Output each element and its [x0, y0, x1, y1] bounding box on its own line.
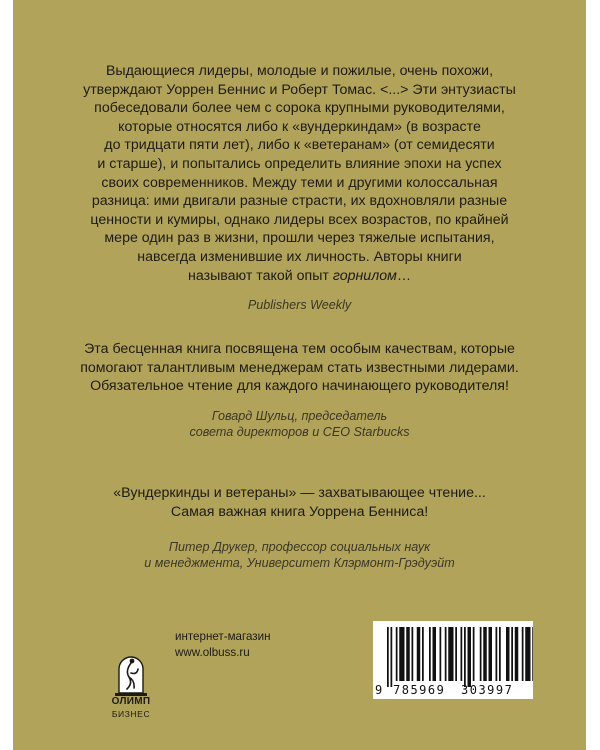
review-line: побеседовали более чем с сорока крупными руководителями,	[94, 100, 505, 117]
review-howard-schultz	[33, 340, 566, 440]
attribution-line: Говард Шульц, председатель	[211, 408, 388, 423]
isbn-barcode	[373, 621, 533, 699]
barcode-bar	[515, 627, 519, 681]
review-attribution	[43, 539, 556, 571]
barcode-bar	[496, 627, 498, 681]
barcode-bar	[511, 627, 513, 681]
barcode-bar	[445, 627, 447, 681]
review-emphasis: горнилом	[332, 267, 397, 284]
barcode-first-digit: 9	[375, 683, 384, 697]
barcode-bar	[422, 627, 424, 681]
barcode-bar	[483, 627, 487, 681]
logo-subtitle: БИЗНЕС	[111, 709, 151, 719]
barcode-bar	[464, 627, 466, 687]
review-line: ценности и кумиры, однако лидеры всех возрастов, по крайней	[90, 211, 509, 228]
review-line: мере один раз в жизни, прошли через тяжелые испытания,	[104, 230, 495, 247]
online-shop-info	[175, 629, 271, 660]
review-line: Самая важная книга Уоррена Бенниса!	[170, 503, 429, 520]
review-publishers-weekly	[43, 62, 556, 313]
review-line: Выдающиеся лидеры, молодые и пожилые, очень похожи,	[105, 63, 494, 79]
barcode-bar	[391, 627, 393, 687]
review-line: помогают талантливым менеджерам стать известными лидерами.	[80, 359, 519, 376]
barcode-bar	[387, 627, 389, 687]
review-text	[43, 62, 556, 285]
review-text	[43, 484, 556, 521]
barcode-bar	[489, 627, 493, 681]
back-cover	[13, 0, 586, 750]
review-line: утверждают Уоррен Беннис и Роберт Томас. <...> Эти энтузиасты	[83, 81, 516, 98]
logo-name: ОЛИМП	[111, 696, 151, 707]
review-line: своих современников. Между теми и другими колоссальная	[101, 174, 498, 191]
review-line: Эта бесценная книга посвящена тем особым качествам, которые	[84, 341, 515, 357]
barcode-bar	[525, 627, 530, 681]
review-peter-drucker	[43, 484, 556, 571]
barcode-bar	[417, 627, 421, 681]
review-text	[33, 340, 566, 396]
attribution-line: Питер Друкер, профессор социальных наук	[168, 540, 431, 555]
review-line: разница: ими двигали разные страсти, их вдохновляли разные	[91, 193, 508, 210]
barcode-bar	[506, 627, 510, 681]
barcode-bar	[461, 627, 463, 681]
review-line: навсегда изменившие их личность. Авторы книги	[137, 248, 462, 265]
review-line-suffix: …	[396, 267, 411, 284]
barcode-bar	[406, 627, 410, 681]
review-line: «Вундеркинды и ветераны» — захватывающее чтение...	[113, 485, 486, 501]
barcode-bar	[412, 627, 414, 681]
barcode-bar	[399, 627, 404, 681]
barcode-bar	[455, 627, 457, 681]
shop-label: интернет-магазин	[175, 630, 271, 643]
barcode-bar	[522, 627, 524, 681]
attribution-line: и менеджмента, Университет Клэрмонт-Грэдуэйт	[144, 556, 455, 571]
barcode-bar	[429, 627, 431, 681]
barcode-bar	[499, 627, 501, 681]
review-line: Обязательное чтение для каждого начинающего руководителя!	[90, 378, 509, 395]
barcode-bar	[396, 627, 398, 681]
barcode-bar	[440, 627, 442, 681]
barcode-bar	[433, 627, 437, 681]
barcode-bar	[480, 627, 482, 681]
barcode-bar	[473, 627, 475, 681]
review-line: до тридцати пяти лет), либо к «ветеранам» (от семидесяти	[104, 137, 495, 154]
review-attribution: Publishers Weekly	[247, 298, 352, 313]
barcode-bar	[468, 627, 472, 687]
review-line: которые относятся либо к «вундеркиндам» (в возрасте	[118, 118, 481, 135]
barcode-group-right: 303997	[461, 683, 514, 697]
barcode-bar	[448, 627, 453, 681]
barcode-bar	[532, 627, 533, 681]
barcode-group-left: 785969	[393, 683, 446, 697]
attribution-line: совета директоров и CEO Starbucks	[189, 424, 410, 439]
review-line-prefix: называют такой опыт	[188, 267, 333, 284]
review-attribution	[33, 408, 566, 440]
shop-url[interactable]: www.olbuss.ru	[175, 645, 250, 659]
review-line: и старше), и попытались определить влияние эпохи на успех	[97, 155, 502, 172]
